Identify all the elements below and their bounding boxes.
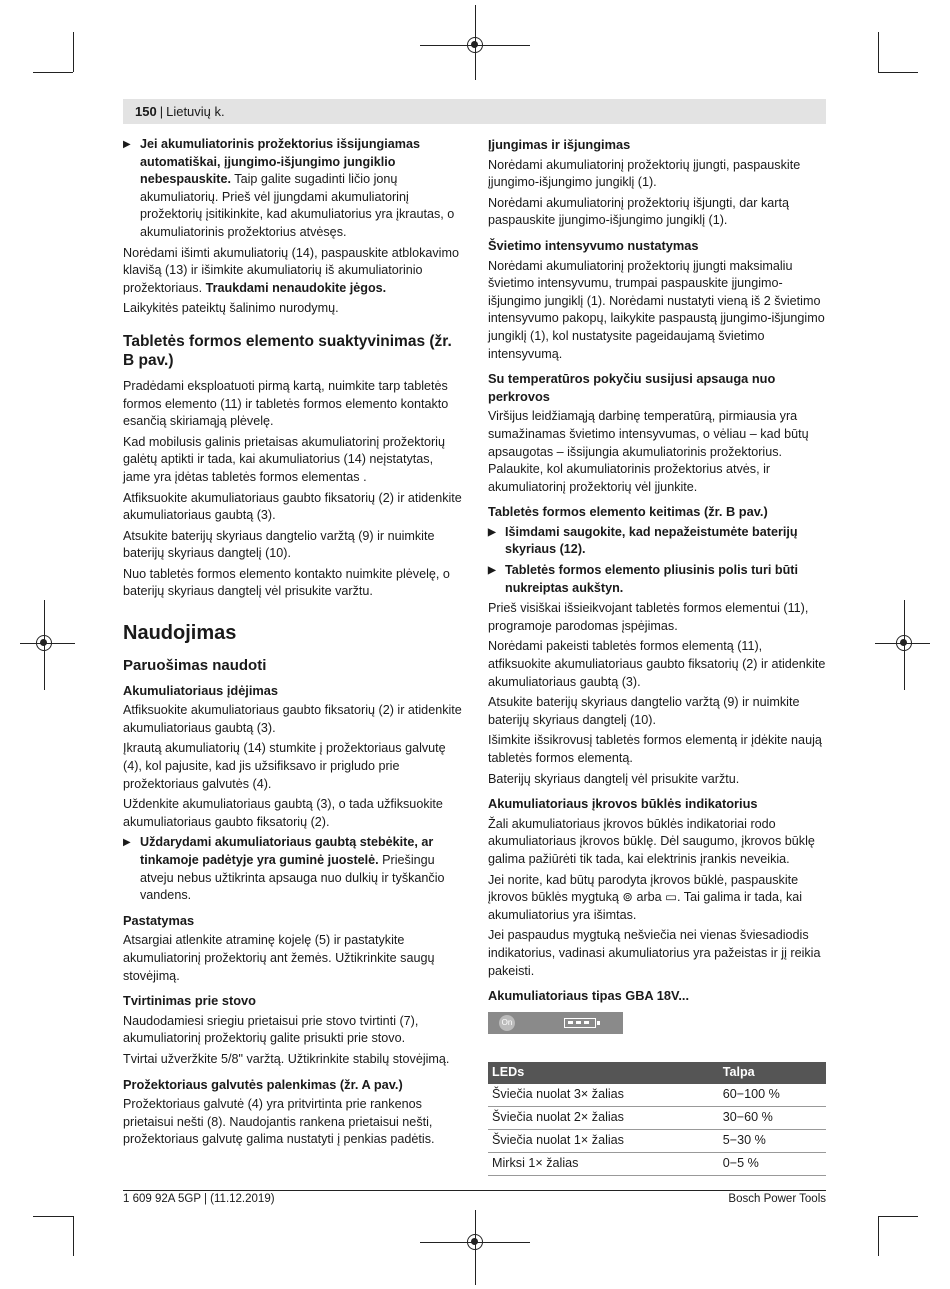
paragraph: Norėdami pakeisti tabletės formos elementą (11), atfiksuokite akumuliatoriaus gaubto fiksatorių (2) ir atidenkite akumuliatoriaus gaubtą (3). xyxy=(488,639,826,689)
subheading-pastatymas: Pastatymas xyxy=(123,912,195,928)
paragraph: Nuo tabletės formos elemento kontakto nuimkite plėvelę, o baterijų skyriaus dangtelį vėl prisukite varžtu. xyxy=(123,566,450,599)
section-heading-paruosimas: Paruošimas naudoti xyxy=(123,657,267,675)
paragraph: Prieš visiškai išsieikvojant tabletės formos elementui (11), programoje parodomas įspėjimas. xyxy=(488,601,809,633)
registration-mark-top xyxy=(467,37,483,53)
subheading-ijungimas: Įjungimas ir išjungimas xyxy=(488,137,631,152)
chapter-heading-naudojimas: Naudojimas xyxy=(123,622,237,645)
registration-mark-right xyxy=(896,635,912,651)
registration-mark-bottom xyxy=(467,1234,483,1250)
table-row: Šviečia nuolat 1× žalias 5−30 % xyxy=(488,1129,826,1152)
page-language: Lietuvių k. xyxy=(166,104,225,119)
paragraph: Norėdami išimti akumuliatorių (14), paspauskite atblokavimo klavišą (13) ir išimkite akumuliatorių iš akumuliatorinio prožektoriaus. Traukdami nenaudokite jėgos. xyxy=(123,245,459,295)
paragraph: Atfiksuokite akumuliatoriaus gaubto fiksatorių (2) ir atidenkite akumuliatoriaus gaubtą (3). xyxy=(123,703,462,735)
paragraph: Viršijus leidžiamąją darbinę temperatūrą, pirmiausia yra sumažinamas švietimo intensyvumas, o vėliau – kad būtų apsaugotas – išsijungia akumuliatorinis prožektorius. Palaukite, kol akumuliatorinis prožektorius atvės, ir akumuliatorinį prožektorių vėl įjunkite. xyxy=(488,409,809,494)
paragraph: Jei norite, kad būtų parodyta įkrovos būklė, paspauskite įkrovos būklės mygtuką ⊚ arba ▭. Tai galima ir tada, kai akumuliatorius yra išimtas. xyxy=(488,872,803,922)
led-capacity-table xyxy=(488,1062,826,1176)
section-heading-tablet: Tabletės formos elemento suaktyvinimas (žr. B pav.) xyxy=(123,332,452,369)
battery-icon xyxy=(564,1018,596,1028)
paragraph: Naudodamiesi sriegiu prietaisui prie stovo tvirtinti (7), akumuliatorinį prožektorių galite prisukti prie stovo. xyxy=(123,1013,419,1046)
paragraph: Atsargiai atlenkite atraminę kojelę (5) ir pastatykite akumuliatorinį prožektorių ant žemės. Užtikrinkite saugų stovėjimą. xyxy=(123,933,435,983)
paragraph: Įkrautą akumuliatorių (14) stumkite į prožektoriaus galvutę (4), kol pajusite, kad jis užsifiksavo ir prigludo prie prožektoriaus galvutės (4). xyxy=(123,741,446,791)
paragraph: Laikykitės pateiktų šalinimo nurodymų. xyxy=(123,301,339,316)
paragraph: Prožektoriaus galvutė (4) yra pritvirtinta prie rankenos prietaisui nešti (8). Naudojantis rankena prietaisui nešti, prožektoriaus galvutę galima nustatyti į penkias padėtis. xyxy=(123,1097,435,1147)
paragraph: Pradėdami eksploatuoti pirmą kartą, nuimkite tarp tabletės formos elemento (11) ir tabletės formos elemento kontakto esančią skiriamąją plėvelę. xyxy=(123,378,449,429)
registration-mark-left xyxy=(36,635,52,651)
right-column xyxy=(488,136,827,1176)
table-row: Šviečia nuolat 3× žalias 60−100 % xyxy=(488,1084,826,1107)
subheading-tvirtinimas: Tvirtinimas prie stovo xyxy=(123,993,256,1009)
footer-doc-id: 1 609 92A 5GP | (11.12.2019) xyxy=(123,1193,275,1205)
table-header: Talpa xyxy=(719,1062,826,1084)
table-row: Šviečia nuolat 2× žalias 30−60 % xyxy=(488,1106,826,1129)
paragraph: Žali akumuliatoriaus įkrovos būklės indikatoriai rodo akumuliatoriaus įkrovos būklę. Dėl saugumo, įkrovos būklę galima pažiūrėti tik tada, kai elektrinis įrankis neveikia. xyxy=(488,816,815,866)
bullet-careful: ▶ Išimdami saugokite, kad nepažeistumėte baterijų skyriaus (12). xyxy=(488,524,827,559)
on-button-icon: On xyxy=(499,1015,515,1031)
paragraph: Išimkite išsikrovusį tabletės formos elementą ir įdėkite naują tabletės formos elementą. xyxy=(488,733,822,765)
table-row: Mirksi 1× žalias 0−5 % xyxy=(488,1152,826,1175)
paragraph: Baterijų skyriaus dangtelį vėl prisukite varžtu. xyxy=(488,771,740,786)
bullet-gasket-warning: ▶ Uždarydami akumuliatoriaus gaubtą stebėkite, ar tinkamoje padėtyje yra guminė juostelė. Priešingu atveju nebus užtikrinta apsauga nuo dulkių ir tyškančio vandens. xyxy=(123,834,462,904)
paragraph: Uždenkite akumuliatoriaus gaubtą (3), o tada užfiksuokite akumuliatoriaus gaubto fiksatorių (2). xyxy=(123,797,443,829)
paragraph: Norėdami akumuliatorinį prožektorių įjungti, paspauskite įjungimo-išjungimo jungiklį (1). xyxy=(488,157,801,190)
subheading-temperature: Su temperatūros pokyčiu susijusi apsauga nuo perkrovos xyxy=(488,371,776,404)
paragraph: Atsukite baterijų skyriaus dangtelio varžtą (9) ir nuimkite baterijų skyriaus dangtelį (10). xyxy=(488,695,800,727)
subheading-sviesimo: Švietimo intensyvumo nustatymas xyxy=(488,237,699,253)
page-header: 150 | Lietuvių k. xyxy=(123,99,826,124)
bullet-warning-auto-off: ▶ Jei akumuliatorinis prožektorius išsijungiamas automatiškai, įjungimo-išjungimo jungiklio nebespauskite. Taip galite sugadinti ličio jonų akumuliatorių. Prieš vėl įjungdami akumuliatorinį prožektorių įsitikinkite, kad akumuliatorius yra įkrautas, o akumuliatorinis prožektorius atvėsęs. xyxy=(123,136,462,242)
paragraph: Norėdami akumuliatorinį prožektorių įjungti maksimaliu švietimo intensyvumu, trumpai paspauskite įjungimo-išjungimo jungiklį (1). Norėdami nustatyti vieną iš 2 švietimo intensyvumo pakopų, laikykite paspaustą įjungimo-išjungimo jungiklį (1), kol nustatysite pageidaujamą švietimo intensyvumą. xyxy=(488,258,825,361)
paragraph: Norėdami akumuliatorinį prožektorių išjungti, dar kartą paspauskite įjungimo-išjungimo jungiklį (1). xyxy=(488,195,789,228)
paragraph: Jei paspaudus mygtuką nešviečia nei vienas šviesadiodis indikatorius, vadinasi akumuliatorius yra pažeistas ir jį reikia pakeisti. xyxy=(488,928,821,978)
table-header: LEDs xyxy=(488,1062,719,1084)
page-number: 150 xyxy=(135,104,157,119)
subheading-idejimas: Akumuliatoriaus įdėjimas xyxy=(123,682,279,698)
subheading-tipas: Akumuliatoriaus tipas GBA 18V... xyxy=(488,988,690,1004)
paragraph: Kad mobilusis galinis prietaisas akumuliatorinį prožektorių galėtų aptikti ir tada, kai akumuliatorius (14) neįstatytas, jame yra įdėtas tabletės formos elementas . xyxy=(123,434,445,484)
subheading-keitimas: Tabletės formos elemento keitimas (žr. B pav.) xyxy=(488,504,768,520)
bullet-polarity: ▶ Tabletės formos elemento pliusinis polis turi būti nukreiptas aukštyn. xyxy=(488,562,827,597)
subheading-palenkimas: Prožektoriaus galvutės palenkimas (žr. A pav.) xyxy=(123,1076,403,1092)
footer-brand: Bosch Power Tools xyxy=(728,1193,826,1205)
battery-gauge-illustration xyxy=(488,1012,623,1034)
subheading-indikatorius: Akumuliatoriaus įkrovos būklės indikatorius xyxy=(488,796,758,812)
paragraph: Tvirtai užveržkite 5/8" varžtą. Užtikrinkite stabilų stovėjimą. xyxy=(123,1051,450,1066)
paragraph: Atfiksuokite akumuliatoriaus gaubto fiksatorių (2) ir atidenkite akumuliatoriaus gaubtą (3). xyxy=(123,490,462,523)
page-footer xyxy=(123,1190,826,1205)
left-column xyxy=(123,136,462,1152)
paragraph: Atsukite baterijų skyriaus dangtelio varžtą (9) ir nuimkite baterijų skyriaus dangtelį (10). xyxy=(123,528,435,561)
